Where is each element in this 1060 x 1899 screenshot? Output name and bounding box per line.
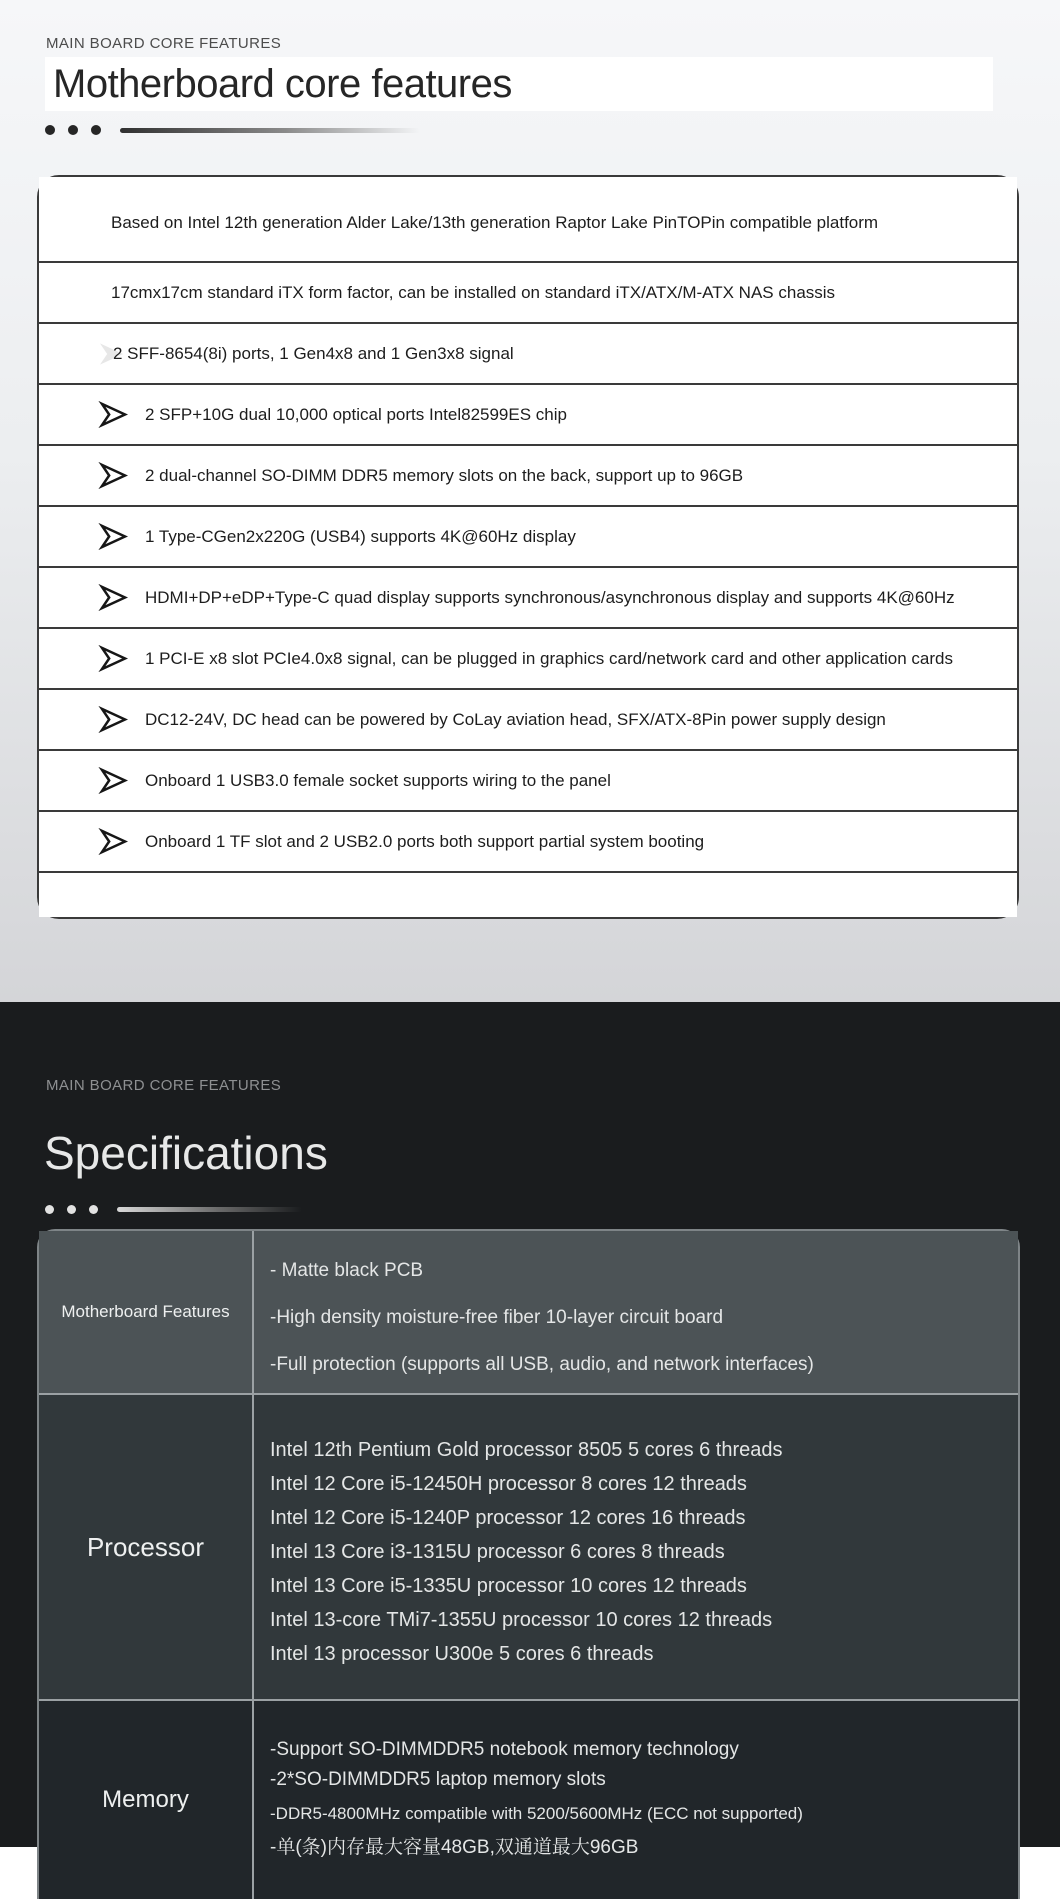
ornament-dot-icon bbox=[91, 125, 101, 135]
spec-row-label: Processor bbox=[39, 1395, 254, 1699]
spec-row-content bbox=[254, 1395, 1018, 1699]
spec-row bbox=[39, 1393, 1018, 1699]
ornament-gradient-line bbox=[117, 1207, 302, 1212]
spec-line: Intel 12 Core i5-12450H processor 8 cores 12 threads bbox=[270, 1473, 747, 1495]
feature-row bbox=[39, 322, 1017, 383]
spec-line-clipped: -单(条)内存最大容量48GB,双通道最大96GB bbox=[270, 1837, 639, 1858]
feature-text: 2 SFP+10G dual 10,000 optical ports Intel82599ES chip bbox=[145, 404, 567, 424]
spec-line: -Full protection (supports all USB, audio, and network interfaces) bbox=[270, 1354, 814, 1375]
arrow-icon bbox=[99, 585, 128, 610]
spec-line: - Matte black PCB bbox=[270, 1260, 424, 1281]
ornament-dot-icon bbox=[45, 1205, 54, 1214]
feature-row bbox=[39, 177, 1017, 261]
features-title: Motherboard core features bbox=[53, 61, 512, 106]
ornament-dot-icon bbox=[67, 1205, 76, 1214]
specs-ornament bbox=[45, 1204, 1060, 1214]
specs-section bbox=[0, 1002, 1060, 1858]
feature-row bbox=[39, 566, 1017, 627]
spec-line: Intel 13 Core i5-1335U processor 10 cores 12 threads bbox=[270, 1575, 747, 1597]
spec-line: -High density moisture-free fiber 10-layer circuit board bbox=[270, 1307, 724, 1328]
feature-row bbox=[39, 505, 1017, 566]
feature-text: 17cmx17cm standard iTX form factor, can be installed on standard iTX/ATX/M-ATX NAS chassis bbox=[111, 282, 836, 302]
feature-text: 1 Type-CGen2x220G (USB4) supports 4K@60Hz display bbox=[145, 526, 576, 546]
ornament-gradient-line bbox=[120, 128, 420, 133]
spec-table bbox=[37, 1229, 1020, 1899]
spec-line: -2*SO-DIMMDDR5 laptop memory slots bbox=[270, 1769, 606, 1790]
feature-box-spacer bbox=[39, 871, 1017, 917]
feature-text: Onboard 1 USB3.0 female socket supports wiring to the panel bbox=[145, 770, 611, 790]
feature-row bbox=[39, 383, 1017, 444]
feature-text: DC12-24V, DC head can be powered by CoLay aviation head, SFX/ATX-8Pin power supply design bbox=[145, 709, 886, 729]
feature-row bbox=[39, 810, 1017, 871]
feature-list bbox=[37, 175, 1019, 919]
arrow-icon bbox=[99, 829, 128, 854]
spec-row-label: Memory bbox=[39, 1701, 254, 1899]
arrow-icon bbox=[99, 707, 128, 732]
spec-line: Intel 13 Core i3-1315U processor 6 cores 8 threads bbox=[270, 1541, 725, 1563]
spec-line: Intel 12th Pentium Gold processor 8505 5 cores 6 threads bbox=[270, 1439, 783, 1461]
spec-line: Intel 12 Core i5-1240P processor 12 cores 16 threads bbox=[270, 1507, 746, 1529]
ornament-dot-icon bbox=[45, 125, 55, 135]
specs-eyebrow: MAIN BOARD CORE FEATURES bbox=[46, 1077, 282, 1094]
arrow-icon bbox=[99, 768, 128, 793]
spec-line: Intel 13-core TMi7-1355U processor 10 cores 12 threads bbox=[270, 1609, 773, 1631]
ornament-dot-icon bbox=[89, 1205, 98, 1214]
feature-text: 1 PCI-E x8 slot PCIe4.0x8 signal, can be plugged in graphics card/network card and other application cards bbox=[145, 648, 953, 668]
spec-row bbox=[39, 1699, 1018, 1899]
feature-text: HDMI+DP+eDP+Type-C quad display supports synchronous/asynchronous display and supports 4K@60Hz bbox=[145, 587, 955, 607]
feature-row bbox=[39, 688, 1017, 749]
feature-row bbox=[39, 444, 1017, 505]
feature-text: 2 SFF-8654(8i) ports, 1 Gen4x8 and 1 Gen3x8 signal bbox=[113, 343, 514, 363]
features-ornament bbox=[45, 125, 1060, 135]
spec-line: Intel 13 processor U300e 5 cores 6 threads bbox=[270, 1643, 654, 1665]
spec-line: -Support SO-DIMMDDR5 notebook memory technology bbox=[270, 1739, 739, 1760]
spec-row-label: Motherboard Features bbox=[39, 1231, 254, 1393]
feature-text: 2 dual-channel SO-DIMM DDR5 memory slots on the back, support up to 96GB bbox=[145, 465, 744, 485]
feature-row bbox=[39, 749, 1017, 810]
feature-text: Onboard 1 TF slot and 2 USB2.0 ports both support partial system booting bbox=[145, 831, 705, 851]
spec-line: -DDR5-4800MHz compatible with 5200/5600MHz (ECC not supported) bbox=[270, 1804, 803, 1823]
ornament-dot-icon bbox=[68, 125, 78, 135]
feature-row bbox=[39, 261, 1017, 322]
features-title-band bbox=[45, 57, 993, 111]
features-eyebrow: MAIN BOARD CORE FEATURES bbox=[46, 35, 282, 52]
spec-row-content bbox=[254, 1701, 1018, 1899]
feature-row bbox=[39, 627, 1017, 688]
arrow-icon bbox=[99, 524, 128, 549]
feature-text: Based on Intel 12th generation Alder Lake/13th generation Raptor Lake PinTOPin compatible platform bbox=[111, 213, 879, 232]
arrow-icon bbox=[99, 463, 128, 488]
specs-title: Specifications bbox=[44, 1127, 328, 1179]
spec-row-content bbox=[254, 1231, 1018, 1393]
arrow-icon bbox=[99, 402, 128, 427]
spec-row bbox=[39, 1231, 1018, 1393]
arrow-icon bbox=[99, 646, 128, 671]
